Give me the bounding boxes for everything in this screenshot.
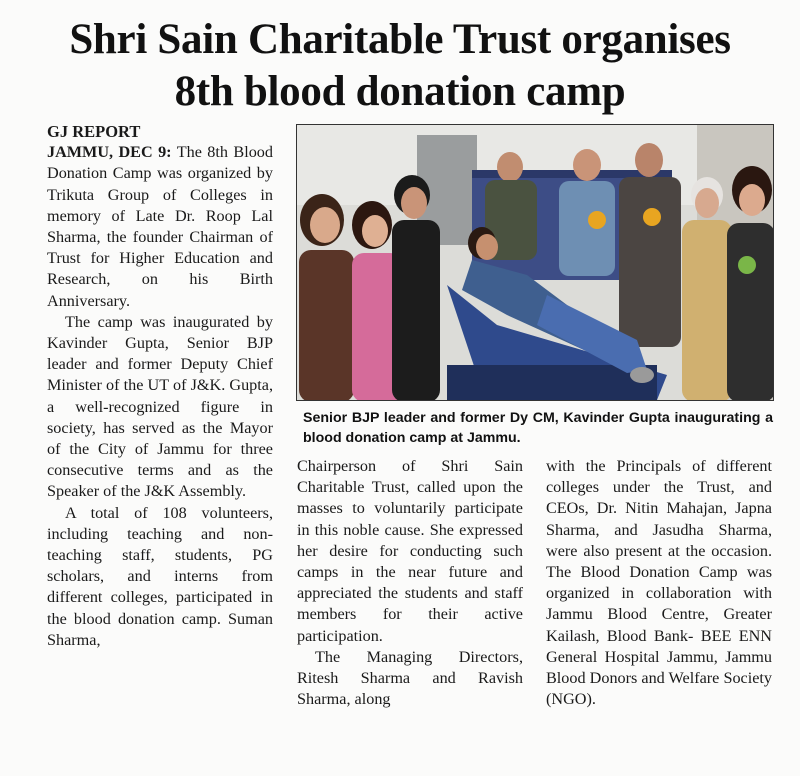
article-column-1 [47, 121, 273, 651]
headline-line-2: 8th blood donation camp [174, 68, 626, 115]
column2-paragraph-2: The Managing Directors, Ritesh Sharma and Ravish Sharma, along [297, 647, 523, 709]
byline: GJ REPORT [47, 122, 141, 141]
article-column-3 [546, 456, 772, 710]
column1-paragraph-1-text: The 8th Blood Donation Camp was organized by Trikuta Group of Colleges in memory of Late Dr. Roop Lal Sharma, the founder Chairman of Trust for Higher Education and Research, on his Birth Anniversary. [47, 143, 273, 310]
article-column-2 [297, 456, 523, 710]
news-photo [296, 124, 774, 401]
dateline: JAMMU, DEC 9: [47, 143, 172, 162]
photo-caption: Senior BJP leader and former Dy CM, Kavinder Gupta inaugurating a blood donation camp at Jammu. [303, 410, 773, 446]
column1-paragraph-3: A total of 108 volunteers, including teaching and non-teaching staff, students, PG scholars, and interns from different colleges, participated in the blood donation camp. Suman Sharma, [47, 503, 273, 649]
column1-paragraph-1 [47, 142, 273, 312]
headline-line-1: Shri Sain Charitable Trust organises [69, 16, 731, 63]
blood-donation-photo-illustration [297, 125, 774, 401]
column2-paragraph-1: Chairperson of Shri Sain Charitable Trust, called upon the masses to voluntarily participate in this noble cause. She expressed her desire for conducting such camps in the near future and appreciated the students and staff members for their active participation. [297, 457, 523, 645]
column1-paragraph-2: The camp was inaugurated by Kavinder Gupta, Senior BJP leader and former Deputy Chief Minister of the UT of J&K. Gupta, a well-recognized figure in society, has served as the Mayor of the City of Jammu for three consecutive terms and as the Speaker of the J&K Assembly. [47, 312, 273, 501]
column3-paragraph-1: with the Principals of different colleges under the Trust, and CEOs, Dr. Nitin Mahajan, Japna Sharma, and Jasudha Sharma, were also present at the occasion. The Blood Donation Camp was organized in collaboration with Jammu Blood Centre, Greater Kailash, Blood Bank- BEE ENN General Hospital Jammu, Jammu Blood Donors and Welfare Society (NGO). [546, 457, 772, 709]
article-headline [20, 14, 780, 118]
